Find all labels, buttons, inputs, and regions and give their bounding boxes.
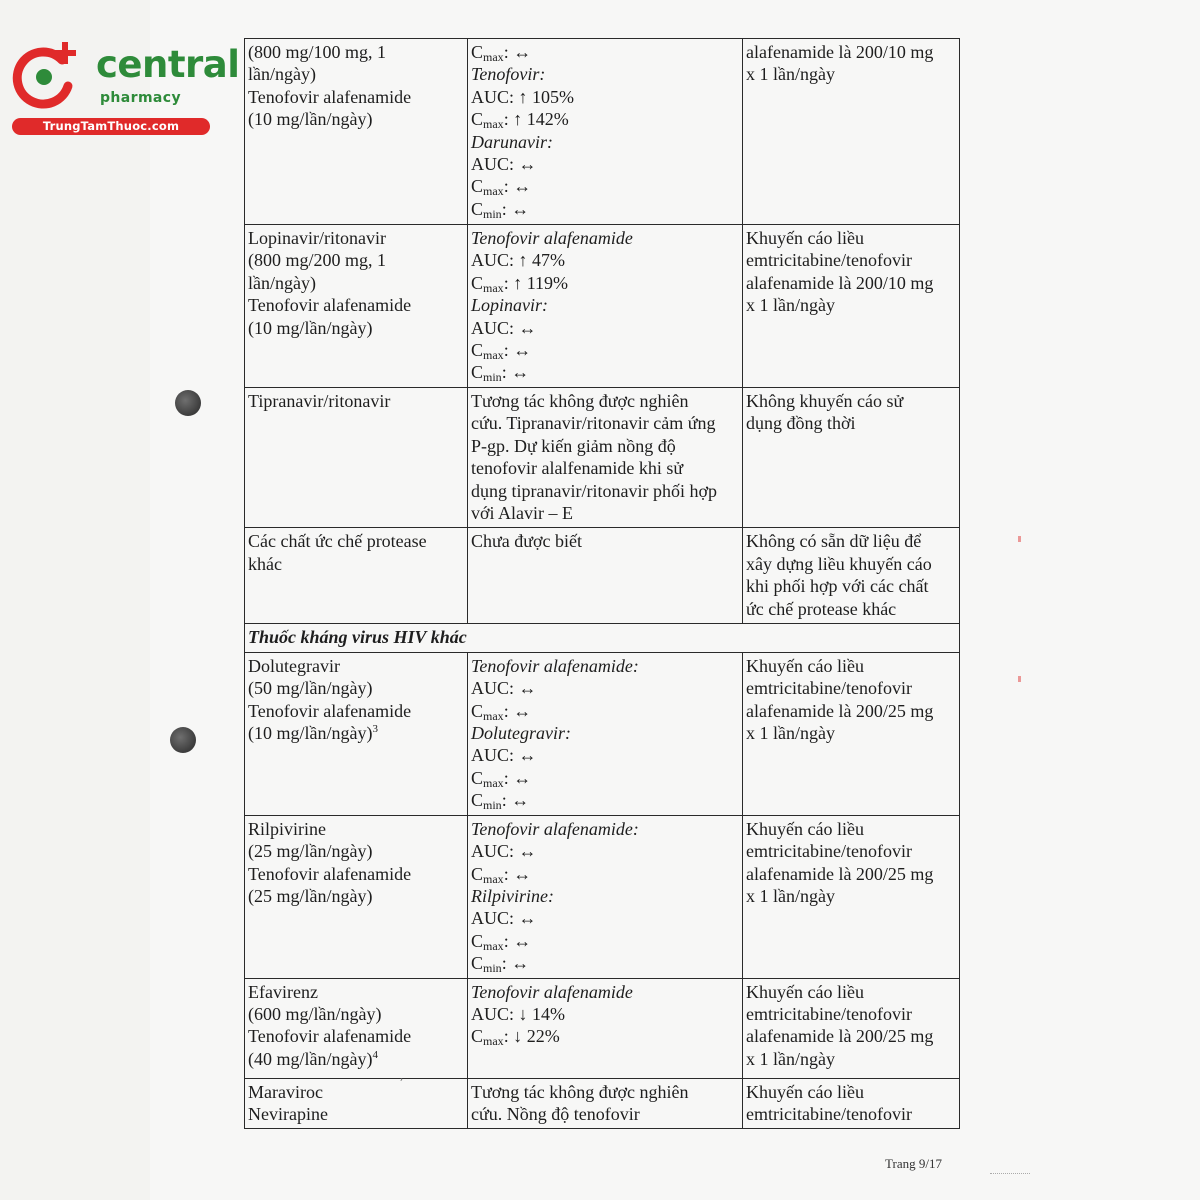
text-line (746, 1103, 956, 1125)
cmax-line: $C_{max}$: ↑ 142% (471, 109, 569, 132)
text-line (471, 153, 739, 175)
text-line (248, 530, 464, 552)
text: AUC: ↑ 105% (471, 86, 574, 107)
text-line (248, 390, 464, 412)
text: ức chế protease khác (746, 598, 897, 619)
text-line (746, 885, 956, 907)
text-line (746, 840, 956, 862)
text: lần/ngày) (248, 272, 316, 293)
table-row (245, 225, 960, 388)
table-row (245, 388, 960, 528)
text-line (746, 818, 956, 840)
text-line (248, 1025, 464, 1047)
text-line (248, 1048, 464, 1070)
text-line (471, 86, 739, 108)
text-line (471, 317, 739, 339)
text: (800 mg/100 mg, 1 (248, 42, 386, 62)
text: x 1 lần/ngày (746, 64, 835, 85)
recommendation-cell (743, 978, 960, 1078)
table-row (245, 978, 960, 1078)
drug-cell (245, 388, 468, 528)
text: AUC: ↔ (471, 154, 537, 175)
text-line (746, 863, 956, 885)
section-header-row (245, 624, 960, 652)
text-line (746, 1048, 956, 1070)
text: tenofovir alalfenamide khi sử (471, 458, 684, 479)
text: x 1 lần/ngày (746, 1048, 835, 1069)
text-line (471, 1003, 739, 1025)
cmax-line: $C_{max}$: ↔ (471, 340, 532, 363)
text: Khuyến cáo liều (746, 981, 864, 1002)
cmax-line: $C_{max}$: ↔ (471, 930, 532, 953)
table-row (245, 1078, 960, 1129)
effect-cell (468, 1078, 743, 1129)
text-line (746, 530, 956, 552)
effect-value: ↓ 22% (513, 1026, 560, 1047)
text: Tương tác không được nghiên (471, 1081, 689, 1102)
text-line (248, 981, 464, 1003)
text: alafenamide là 200/10 mg (746, 42, 934, 62)
effect-cell (468, 652, 743, 815)
text: với Alavir – E (471, 503, 574, 524)
effect-value: ↔ (511, 362, 530, 383)
subscript: max (483, 50, 504, 64)
logo-website: TrungTamThuoc.com (12, 118, 210, 135)
effect-value: ↔ (513, 863, 532, 884)
text-line (248, 553, 464, 575)
drug-subheading: Lopinavir: (471, 295, 549, 316)
effect-value: ↑ 119% (513, 272, 569, 293)
text: (25 mg/lần/ngày) (248, 841, 373, 862)
text: x 1 lần/ngày (746, 295, 835, 316)
text: (600 mg/lần/ngày) (248, 1003, 382, 1024)
text: AUC: ↑ 47% (471, 250, 565, 271)
text-line (248, 655, 464, 677)
footnote-ref: 4 (372, 1048, 378, 1061)
text-line (248, 41, 464, 63)
text-line (746, 390, 956, 412)
text-line (746, 1003, 956, 1025)
cmax-line: $C_{max}$: ↔ (471, 176, 532, 199)
text: AUC: ↔ (471, 317, 537, 338)
text: (800 mg/200 mg, 1 (248, 250, 386, 271)
section-title: Thuốc kháng virus HIV khác (245, 624, 960, 652)
effect-cell (468, 225, 743, 388)
footnote-ref: 3 (372, 723, 378, 736)
recommendation-cell (743, 225, 960, 388)
effect-value: ↔ (513, 340, 532, 361)
text: x 1 lần/ngày (746, 885, 835, 906)
effect-cell (468, 39, 743, 225)
scan-mark (1018, 676, 1021, 682)
text: Khuyến cáo liều (746, 228, 864, 248)
text-line (248, 677, 464, 699)
text: (10 mg/lần/ngày) (248, 723, 373, 744)
text: Efavirenz (248, 981, 318, 1002)
effect-value: ↔ (513, 700, 532, 721)
subscript: min (483, 798, 502, 813)
recommendation-cell (743, 388, 960, 528)
text: Tipranavir/ritonavir (248, 391, 391, 411)
text-line (746, 598, 956, 620)
text: alafenamide là 200/25 mg (746, 1026, 934, 1047)
text: emtricitabine/tenofovir (746, 841, 912, 862)
text-line (746, 655, 956, 677)
text-line (248, 722, 464, 744)
cmax-line: $C_{max}$: ↔ (471, 700, 532, 723)
logo-subtitle: pharmacy (100, 90, 181, 106)
text-line (248, 1081, 464, 1103)
text: AUC: ↔ (471, 678, 537, 699)
text: Nevirapine (248, 1103, 328, 1124)
text-line (746, 63, 956, 85)
text: Khuyến cáo liều (746, 655, 864, 676)
logo-name: central (96, 43, 240, 86)
text-line (746, 575, 956, 597)
recommendation-cell (743, 1078, 960, 1129)
cmax-line: $C_{max}$: ↔ (471, 863, 532, 886)
text-line (746, 1025, 956, 1047)
text-line (471, 907, 739, 929)
text-line (248, 249, 464, 271)
text: xây dựng liều khuyến cáo (746, 553, 932, 574)
text-line (471, 1081, 739, 1103)
text-line (248, 317, 464, 339)
text: Không khuyến cáo sử (746, 391, 904, 411)
drug-cell (245, 652, 468, 815)
text-line (471, 840, 739, 862)
text-line (746, 1081, 956, 1103)
drug-subheading: Darunavir: (471, 131, 553, 152)
text-line (248, 294, 464, 316)
text-line (746, 722, 956, 744)
text-line (248, 840, 464, 862)
text-line (248, 818, 464, 840)
text: Rilpivirine (248, 818, 326, 839)
text: AUC: ↔ (471, 841, 537, 862)
text-line (471, 744, 739, 766)
effect-value: ↔ (511, 790, 530, 811)
text-line (471, 1103, 739, 1125)
drug-cell (245, 39, 468, 225)
text: AUC: ↓ 14% (471, 1003, 565, 1024)
text: Tenofovir alafenamide (248, 863, 412, 884)
scan-mark (1018, 536, 1021, 542)
text-line (746, 981, 956, 1003)
text-line (746, 553, 956, 575)
text-line (471, 435, 739, 457)
text: Maraviroc (248, 1081, 323, 1102)
text: alafenamide là 200/10 mg (746, 272, 934, 293)
text-line (471, 390, 739, 412)
effect-cell (468, 388, 743, 528)
text-line (248, 885, 464, 907)
cmin-line: $C_{min}$: ↔ (471, 198, 530, 221)
text-line (746, 249, 956, 271)
text-line (248, 1103, 464, 1125)
text: emtricitabine/tenofovir (746, 1003, 912, 1024)
text: emtricitabine/tenofovir (746, 1103, 912, 1124)
text: Chưa được biết (471, 531, 583, 552)
subscript: max (483, 348, 504, 363)
text: dụng đồng thời (746, 413, 856, 434)
text: Không có sẵn dữ liệu để (746, 531, 922, 552)
subscript: min (483, 961, 502, 976)
text-line (746, 412, 956, 434)
table-row (245, 528, 960, 624)
cmax-line: $C_{max}$: ↔ (471, 767, 532, 790)
text: Dolutegravir (248, 655, 340, 676)
subscript: max (483, 117, 504, 132)
text: cứu. Nồng độ tenofovir (471, 1103, 640, 1124)
table-row (245, 815, 960, 978)
text-line (471, 677, 739, 699)
cmax-line: $C_{max}$: ↑ 119% (471, 272, 569, 295)
effect-value: ↔ (511, 198, 530, 219)
recommendation-cell (743, 528, 960, 624)
text: Tenofovir alafenamide (248, 295, 412, 316)
text-line (471, 502, 739, 524)
text-line (746, 272, 956, 294)
text: (25 mg/lần/ngày) (248, 885, 373, 906)
recommendation-cell (743, 815, 960, 978)
text-line (746, 227, 956, 249)
subscript: min (483, 206, 502, 221)
effect-value: ↔ (513, 176, 532, 197)
text: Lopinavir/ritonavir (248, 228, 386, 248)
text-line (746, 41, 956, 63)
effect-cell (468, 815, 743, 978)
cmin-line: $C_{min}$: ↔ (471, 953, 530, 976)
page-number: Trang 9/17 (885, 1156, 942, 1171)
text: Khuyến cáo liều (746, 818, 864, 839)
cmin-line: $C_{min}$: ↔ (471, 362, 530, 385)
text-line (471, 457, 739, 479)
text: Khuyến cáo liều (746, 1081, 864, 1102)
text-line (746, 294, 956, 316)
effect-value: ↔ (513, 42, 532, 62)
text-line (471, 412, 739, 434)
text-line (471, 480, 739, 502)
text: AUC: ↔ (471, 908, 537, 929)
cmax-line: $C_{max}$: ↓ 22% (471, 1026, 560, 1049)
subscript: max (483, 280, 504, 295)
drug-cell (245, 225, 468, 388)
recommendation-cell (743, 652, 960, 815)
subscript: max (483, 184, 504, 199)
cmax-line: $C_{max}$: ↔ (471, 42, 532, 64)
text-line (248, 63, 464, 85)
table-row (245, 39, 960, 225)
text-line (248, 86, 464, 108)
text: (50 mg/lần/ngày) (248, 678, 373, 699)
text: dụng tipranavir/ritonavir phối hợp (471, 480, 717, 501)
text: Tương tác không được nghiên (471, 391, 689, 411)
effect-value: ↑ 142% (513, 109, 569, 130)
text-line (248, 1003, 464, 1025)
logo-mark-icon (10, 38, 84, 112)
text-line (248, 863, 464, 885)
effect-cell (468, 978, 743, 1078)
drug-subheading: Tenofovir alafenamide (471, 228, 633, 248)
effect-cell (468, 528, 743, 624)
text: emtricitabine/tenofovir (746, 250, 912, 271)
text: khi phối hợp với các chất (746, 576, 929, 597)
punch-hole-bottom (170, 727, 196, 753)
subscript: max (483, 871, 504, 886)
central-pharmacy-logo (10, 38, 240, 138)
punch-hole-top (175, 390, 201, 416)
drug-subheading: Tenofovir alafenamide: (471, 818, 639, 839)
text-line (746, 700, 956, 722)
drug-cell (245, 978, 468, 1078)
scan-dash (990, 1173, 1030, 1174)
effect-value: ↔ (513, 767, 532, 788)
text-line (471, 530, 739, 552)
drug-subheading: Tenofovir: (471, 64, 546, 85)
text: (40 mg/lần/ngày) (248, 1048, 373, 1069)
text: cứu. Tipranavir/ritonavir cảm ứng (471, 413, 716, 434)
cmin-line: $C_{min}$: ↔ (471, 790, 530, 813)
recommendation-cell (743, 39, 960, 225)
drug-subheading: Rilpivirine: (471, 885, 554, 906)
text: lần/ngày) (248, 64, 316, 85)
text: Các chất ức chế protease (248, 531, 427, 552)
text: (10 mg/lần/ngày) (248, 109, 373, 130)
text: (10 mg/lần/ngày) (248, 317, 373, 338)
subscript: max (483, 775, 504, 790)
subscript: max (483, 938, 504, 953)
text-line (248, 108, 464, 130)
text: Tenofovir alafenamide (248, 86, 412, 107)
text: khác (248, 553, 282, 574)
text: x 1 lần/ngày (746, 723, 835, 744)
drug-cell (245, 528, 468, 624)
drug-cell (245, 815, 468, 978)
subscript: max (483, 708, 504, 723)
text: AUC: ↔ (471, 745, 537, 766)
text-line (746, 677, 956, 699)
effect-value: ↔ (511, 953, 530, 974)
table-row (245, 652, 960, 815)
drug-cell (245, 1078, 468, 1129)
text: P-gp. Dự kiến giảm nồng độ (471, 435, 676, 456)
subscript: max (483, 1034, 504, 1049)
text: emtricitabine/tenofovir (746, 678, 912, 699)
text-line (248, 272, 464, 294)
interaction-table (244, 38, 960, 1129)
scan-speck: , (400, 1068, 403, 1082)
text-line (248, 700, 464, 722)
drug-subheading: Dolutegravir: (471, 723, 571, 744)
text-line (471, 249, 739, 271)
drug-subheading: Tenofovir alafenamide (471, 981, 633, 1002)
text: Tenofovir alafenamide (248, 1026, 412, 1047)
text: alafenamide là 200/25 mg (746, 700, 934, 721)
text: Tenofovir alafenamide (248, 700, 412, 721)
effect-value: ↔ (513, 930, 532, 951)
text-line (248, 227, 464, 249)
drug-subheading: Tenofovir alafenamide: (471, 655, 639, 676)
subscript: min (483, 370, 502, 385)
text: alafenamide là 200/25 mg (746, 863, 934, 884)
